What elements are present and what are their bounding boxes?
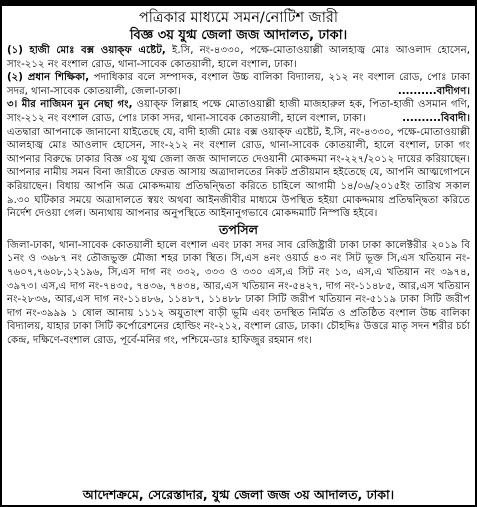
closing-signature: আদেশক্রমে, সেরেস্তাদার, যুগ্ম জেলা জজ ৩য় আদালত, ঢাকা। [82, 487, 395, 502]
party-3 [7, 98, 470, 125]
top-rule [2, 2, 475, 6]
party-1-name: (১) হাজী মোঃ বক্স ওয়াক্ফ এষ্টেট, [7, 45, 166, 56]
schedule-text: জিলা-ঢাকা, থানা-সাবেক কোতয়ালী হালে বংশাল এবং ঢাকা সদর সাব রেজিষ্ট্রারী ঢাকা ঢাকা কালেক্টরীর ২০১৯ বি ১নং ও ৩৬৮৭ নং তৌজভুক্ত মৌজা শহর ঢাকা স্থিত। সি,এস ৪নং ওয়ার্ড ৪৩ নং সিট ভূক্ত সি,এস খতিয়ান নং- ৭৬০৭,৭৬০৮,১২১৯৬, সি,এস দাগ নং ৩৩২, ৩৩৩ ও ৩৩০ এস,এ সিট নং ১৩, এস,এ খতিয়ান নং ৩৯৭৪, ৩৯৭৩। এস,এ দাগ নং-৭৪৩৫, ৭৪৩৬, ৭৪৩৪, আর,এস খতিয়ান নং-৫৪২৭, দাগ নং-১১৪৮৫, আর,এস খতিয়ান নং-২৮৩৬, আর,এস দাগ নং-১১৪৮৬, ১১৪৮৭, ১১৪৮৮ ঢাকা সিটি জরীপ খতিয়ান নং-৫১১৯ ঢাকা সিটি জরীপ দাগ নং-৩৯৯৯ ১ ষোল আনায় ১১১২ অযুতাংশ বাড়ী ভূমি এবং তদস্থিত নির্মিত ও প্রতিষ্ঠিত বংশাল উচ্চ বালিকা বিদ্যালয়, যাহার ঢাকা সিটি কর্পোরেশনের হোল্ডিং নং-২১২, বংশাল রোড, ঢাকা। চৌহদ্দিঃ উত্তরে মাতৃ সদন শরীর চর্চা কেন্দ্র, দক্ষিণে-বংশাল রোড, পূর্বে-মনির গং, পশ্চিমে-ডাঃ হাফিজুর রহমান গং। [7, 239, 470, 346]
defendant-label: ..........বিবাদী। [402, 112, 470, 124]
schedule-heading: তপসিল [218, 221, 258, 237]
notice-body: এতদ্বারা আপনাকে জানানো যাইতেছে যে, বাদী হাজী মোঃ বক্স ওয়াক্ফ এষ্টেট, ই.সি, নং-৪৩৩০, পক্ষে-মোতাওয়াল্লী আলহাজ্ব মোঃ আওলাদ হোসেন, সাং-২১২ নং বংশাল রোড, থানা-সাবেক কোতয়ালী, হালে বংশাল, ঢাকা গং আপনার বিরুদ্ধে ঢাকার বিজ্ঞ ৩য় যুগ্ম জেলা জজ আদালতে দেওয়ানী মোকদ্দমা নং-২২৭/২০১২ দায়ের করিয়াছেন। আপনার নামীয় সমন বিনা জারীতে ফেরত আসায় অত্রাদালতের নিকট প্রতীয়মান হইতেছে যে, আপনি আত্মগোপনে করিয়াছেন। বিধায় আপনি অত্র মোকদ্দমায় প্রতিদ্বন্দ্বিতা করিতে চাহিলে আগামী ১৪/০৬/২০১৫ইং তারিখ সকাল ৯.৩০ ঘটিকার সময়ে অত্রাদালতে স্বয়ং অথবা আইনজীবীর মাধ্যমে উপস্থিত হইয়া মোকদ্দমায় প্রতিদ্বন্দ্বিতা করিতে নির্দেশ দেওয়া গেল। অন্যথায় আপনার অনুপস্থিতে আইনানুগভাবে মোকদ্দমাটি নিস্পত্তি হইবে। [7, 126, 470, 220]
party-3-details: ওয়াক্ফ লিল্লাহ পক্ষে মোতাওয়াল্লী হাজী মাজহারুল হক, পিতা-হাজী ওসমান গণি, সাং-২১২ নং বংশাল রোড, পোঃ ঢাকা সদর, থানা-সাবেক কোতয়ালী, হালে বংশাল, ঢাকা। [7, 99, 470, 124]
notice-title: পত্রিকার মাধ্যমে সমন/নোটিশ জারী [138, 10, 339, 26]
party-2 [7, 71, 470, 98]
party-1-details: ই.সি, নং-৪৩৩০, পক্ষে-মোতাওয়াল্লী আলহাজ্ব মোঃ আওলাদ হোসেন, সাং-২১২ নং বংশাল রোড, থানা-সাবেক কোতয়ালী, হালে বংশাল, ঢাকা। [7, 45, 470, 70]
party-2-details: পদাধিকার বলে সম্পাদক, বংশাল উচ্চ বালিকা বিদ্যালয়, ২১২ নং বংশাল রোড, পোঃ ঢাকা সদর, থানা-সাবেক কোতয়ালী, জেলা-ঢাকা। [7, 72, 470, 97]
plaintiff-label: ..........বাদীগণ। [397, 85, 470, 97]
party-3-name: ৩। মীর নাজিমন মুন নেছা গং, [7, 99, 133, 111]
party-2-name: (২) প্রধান শিক্ষিকা, [7, 72, 90, 84]
court-name: বিজ্ঞ ৩য় যুগ্ম জেলা জজ আদালত, ঢাকা। [129, 28, 348, 43]
party-1 [7, 44, 470, 71]
